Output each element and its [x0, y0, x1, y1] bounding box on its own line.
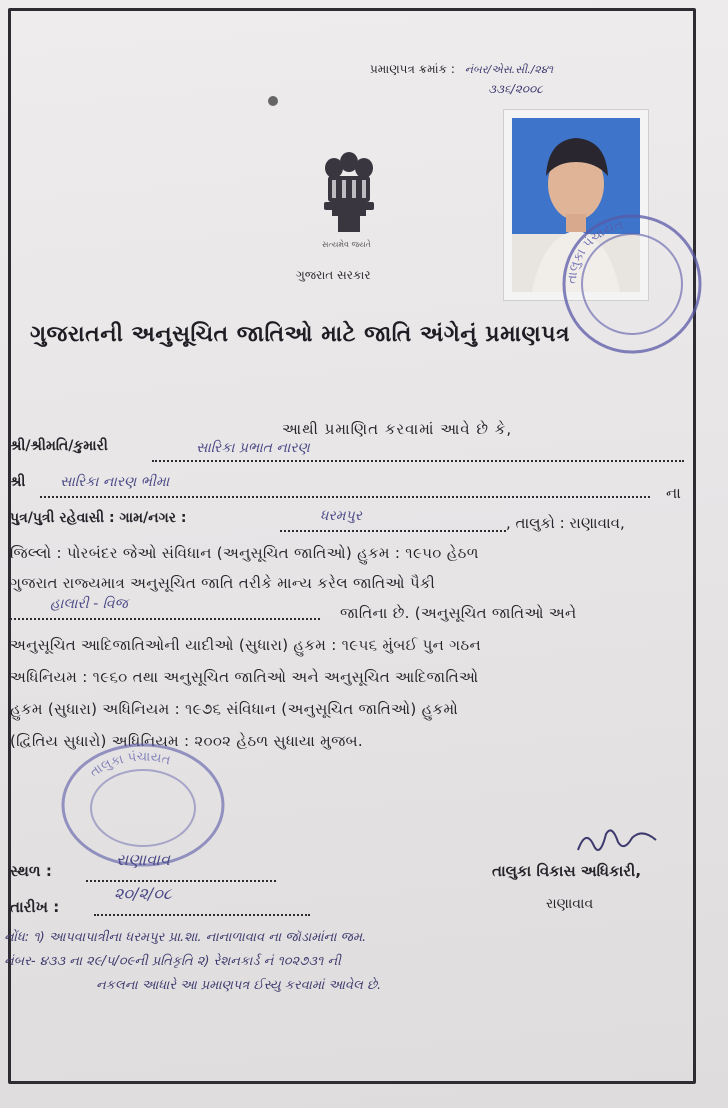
certificate-number	[370, 62, 553, 77]
caste-suffix: જાતિના છે. (અનુસૂચિત જાતિઓ અને	[340, 604, 577, 622]
signatory-title: તાલુકા વિકાસ અધિકારી,	[492, 862, 642, 880]
signatory-place: રાણાવાવ	[546, 896, 594, 912]
certificate-number-value: નંબર/એસ.સી./૨૪૧	[464, 63, 554, 76]
panchayat-stamp-top	[548, 210, 716, 362]
stamp-text-top: તાલુકા પંચાયત	[564, 217, 625, 285]
government-name: ગુજરાત સરકાર	[296, 268, 371, 282]
intro-statement: આથી પ્રમાણિત કરવામાં આવે છે કે,	[282, 420, 513, 438]
residence-label: પુત્ર/પુત્રી રહેવાસી : ગામ/નગર :	[10, 510, 187, 526]
certificate-title: ગુજરાતની અનુસૂચિત જાતિઓ માટે જાતિ અંગેનું પ્રમાણપત્ર	[30, 322, 571, 347]
name-label: શ્રી/શ્રીમતિ/કુમારી	[10, 438, 108, 454]
paragraph-line-2: ગુજરાત રાજ્યમાત્ર અનુસૂચિત જાતિ તરીકે માન્ય કરેલ જાતિઓ પૈકી	[10, 574, 436, 592]
parent-dotted-line	[40, 496, 650, 498]
place-value: રાણાવાવ	[116, 850, 170, 869]
parent-label: શ્રી	[10, 474, 26, 490]
residence-value: ધરમપુર	[320, 508, 362, 524]
place-label: સ્થળ :	[10, 862, 52, 880]
name-dotted-line	[152, 460, 684, 462]
note-line-2: નંબર- ૪૩૩ ના ૨૯/૫/૦૯ની પ્રતિકૃતિ ૨) રેશનકાર્ડ નં ૧૦૨૭૩૧ ની	[4, 954, 341, 969]
paragraph-line-5: હુકમ (સુધારા) અધિનિયમ : ૧૯૭૬ સંવિધાન (અનુસૂચિત જાતિઓ) હુકમો	[10, 700, 459, 718]
ink-dot	[268, 96, 278, 106]
paragraph-line-3: અનુસૂચિત આદિજાતિઓની યાદીઓ (સુધારા) હુકમ : ૧૯૫૬ મુંબઈ પુન ગઠન	[10, 636, 481, 654]
emblem-caption: સત્યમેવ જયતે	[322, 240, 371, 249]
paragraph-line-1: જિલ્લો : પોરબંદર જેઓ સંવિધાન (અનુસૂચિત જાતિઓ) હુકમ : ૧૯૫૦ હેઠળ	[10, 544, 479, 562]
date-label: તારીખ :	[10, 898, 60, 916]
name-value: સારિકા પ્રભાત નારણ	[196, 440, 310, 456]
note-line-1: નોંધ: ૧) આપવાપાત્રીના ધરમપુર પ્રા.શા. નાનાળાવાવ ના જૉડામાંના જમ.	[4, 930, 367, 945]
paragraph-line-4: અધિનિયમ : ૧૯૬૦ તથા અનુસૂચિત જાતિઓ અને અનુસૂચિત આદિજાતિઓ	[10, 668, 479, 686]
taluka-label: , તાલુકો : રાણાવાવ,	[506, 514, 625, 532]
certificate-number-label: પ્રમાણપત્ર ક્રમાંક :	[370, 62, 455, 76]
parent-value: સારિકા નારણ ભીમા	[60, 474, 170, 490]
residence-dotted-line	[280, 530, 506, 532]
parent-suffix: ના	[666, 484, 681, 502]
paragraph-line-6: (દ્વિતિય સુધારો) અધિનિયમ : ૨૦૦૨ હેઠળ સુધાયા મુજબ.	[10, 732, 363, 750]
caste-value: હાલારી - વિજ	[50, 596, 128, 612]
stamp-text-bottom: તાલુકા પંચાયત	[87, 749, 173, 781]
note-line-3: નકલના આધારે આ પ્રમાણપત્ર ઈસ્યુ કરવામાં આવેલ છે.	[96, 978, 382, 993]
certificate-number-value-2: ૩૩૬/૨૦૦૮	[488, 82, 543, 96]
date-dotted-line	[94, 914, 310, 916]
caste-dotted-line	[10, 618, 320, 620]
ashoka-emblem-icon	[318, 150, 380, 242]
date-value: ૨૦/૨/૦૮	[114, 884, 172, 903]
officer-signature	[572, 820, 662, 868]
place-dotted-line	[86, 880, 276, 882]
